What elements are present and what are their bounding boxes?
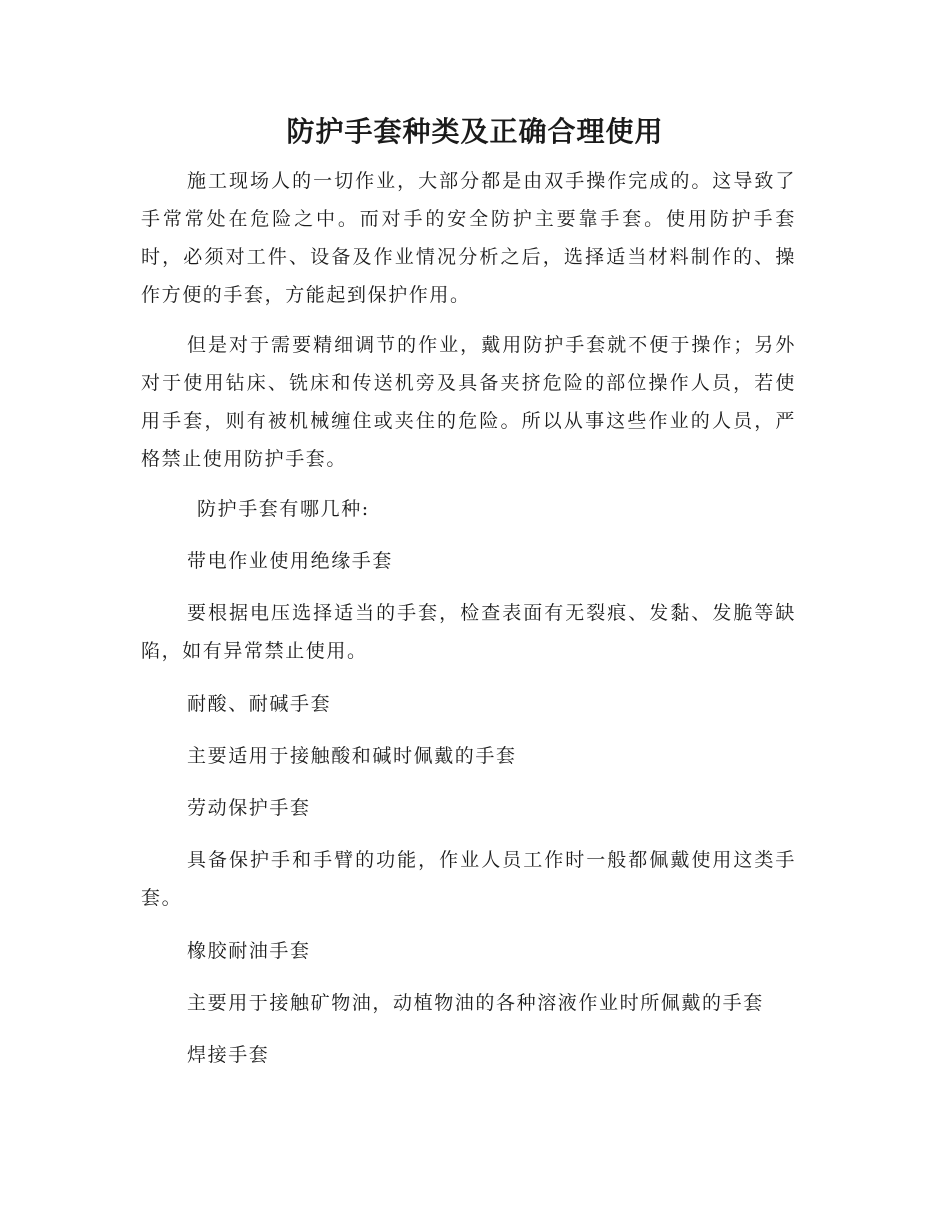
paragraph-intro: 施工现场人的一切作业，大部分都是由双手操作完成的。这导致了手常常处在危险之中。而对手的安全防护主要靠手套。使用防护手套时，必须对工件、设备及作业情况分析之后，选择适当材料制作的、操作方便的手套，方能起到保护作用。 [141, 170, 796, 306]
paragraph-welding-gloves: 焊接手套 [187, 1044, 270, 1066]
paragraph-oil-gloves: 橡胶耐油手套 [187, 940, 311, 962]
paragraph-insulated-gloves: 带电作业使用绝缘手套 [187, 550, 394, 572]
document-title: 防护手套种类及正确合理使用 [286, 115, 664, 148]
paragraph-acid-desc: 主要适用于接触酸和碱时佩戴的手套 [187, 745, 517, 767]
paragraph-restriction: 但是对于需要精细调节的作业，戴用防护手套就不便于操作；另外对于使用钻床、铣床和传送机旁及具备夹挤危险的部位操作人员，若使用手套，则有被机械缠住或夹住的危险。所以从事这些作业的人员，严格禁止使用防护手套。 [141, 334, 796, 470]
paragraph-types-heading: 防护手套有哪几种: [197, 498, 370, 520]
paragraph-labor-desc: 具备保护手和手臂的功能，作业人员工作时一般都佩戴使用这类手套。 [141, 849, 796, 909]
paragraph-labor-gloves: 劳动保护手套 [187, 797, 311, 819]
paragraph-oil-desc: 主要用于接触矿物油，动植物油的各种溶液作业时所佩戴的手套 [187, 992, 764, 1014]
paragraph-insulated-desc: 要根据电压选择适当的手套，检查表面有无裂痕、发黏、发脆等缺陷，如有异常禁止使用。 [141, 602, 796, 662]
paragraph-acid-gloves: 耐酸、耐碱手套 [187, 693, 332, 715]
